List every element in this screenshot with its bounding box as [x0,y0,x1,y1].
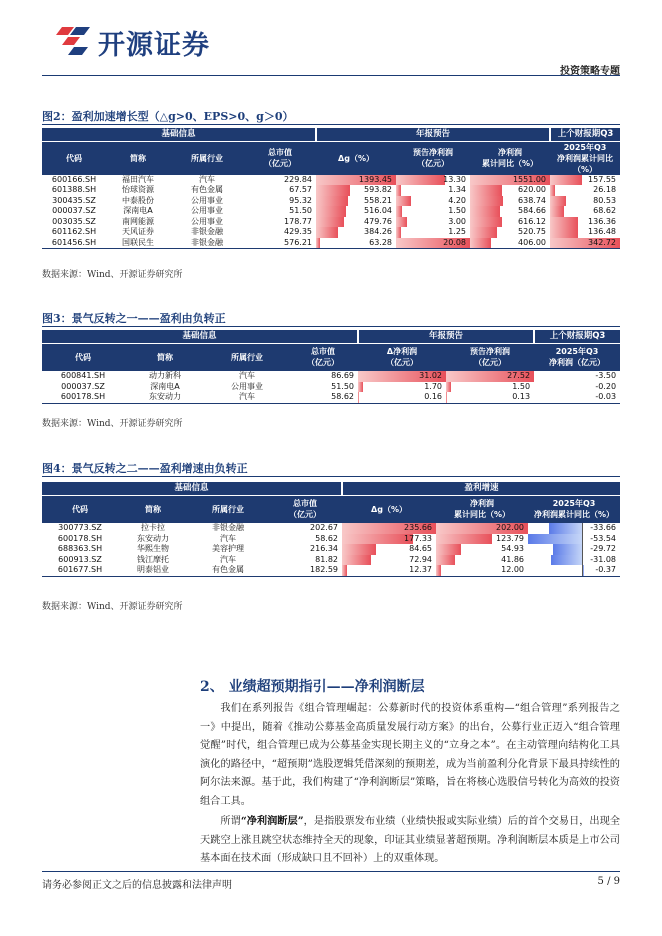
cell-value: 178.77 [284,216,313,226]
cell-value: -3.50 [595,371,617,380]
stock-code: 003035.SZ [52,216,96,226]
bar-cell [470,238,550,249]
cell-value: 58.62 [288,392,358,403]
fig3-group-q3: 上个财报期Q3 [534,330,620,343]
cell-value: -29.72 [590,544,617,553]
stock-name: 怡球资源 [122,185,154,194]
section-paragraph-2 [200,812,620,869]
footer-disclaimer: 请务必参阅正文之后的信息披露和法律声明 [42,880,232,891]
fig3-title: 图3：景气反转之一——盈利由负转正 [42,312,226,325]
cell-value: 616.12 [518,216,547,226]
table-row [42,196,620,207]
fig4-col-header-3: 总市值 （亿元） [268,495,342,523]
fig2-col-header-0: 代码 [42,141,106,175]
fig2-rule [42,124,620,125]
bar-cell [470,206,550,217]
fig2-col-header-4: Δg（%） [316,141,396,175]
cell-value: 72.94 [409,554,433,564]
industry: 有色金属 [191,185,223,194]
cell-value: 12.00 [501,565,525,574]
fig2-source: 数据来源：Wind、开源证券研究所 [42,270,183,280]
cell-value: 520.75 [518,227,547,236]
cell-value: 620.00 [518,185,547,194]
stock-code: 300773.SZ [58,523,102,532]
cell-value: 235.66 [404,523,433,532]
stock-name: 钱江摩托 [137,554,169,564]
bar-cell [396,206,470,217]
cell-value: 576.21 [244,238,316,249]
table-row [42,534,620,545]
industry: 公用事业 [191,206,223,215]
stock-name: 福田汽车 [122,174,154,184]
fig3-rule [42,326,620,327]
cell-value: 136.48 [588,227,617,236]
industry: 公用事业 [191,195,223,205]
page-number: 5 / 9 [597,876,620,887]
bar-cell [342,565,436,576]
cell-value: 1.50 [512,381,531,391]
table-row [42,523,620,534]
cell-value: 136.36 [588,216,617,226]
cell-value: 84.65 [409,544,433,553]
stock-code: 600178.SH [57,533,103,543]
fig2-table [42,128,620,249]
cell-value: -0.20 [595,381,617,391]
cell-value: 3.00 [448,216,467,226]
industry: 汽车 [220,533,236,543]
table-row [42,382,620,393]
bar-cell [550,175,620,186]
fig3-col-header-4: Δ净利润 （亿元） [358,343,446,371]
bar-cell [316,217,396,228]
cell-value: 202.00 [496,523,525,532]
stock-name: 明泰铝业 [118,565,188,576]
bar-cell [316,206,396,217]
fig3-col-header-6: 2025年Q3 净利润（亿元） [534,343,620,371]
logo-mark-icon [56,25,92,59]
fig2-group-forecast: 年报预告 [316,128,550,141]
cell-value: 26.18 [593,185,617,194]
fig2-group-q3: 上个财报期Q3 [550,128,620,141]
stock-name: 动力新科 [149,371,181,380]
bar-cell [550,206,620,217]
table-row [42,185,620,196]
cell-value: -0.37 [595,565,617,574]
bar-cell [528,523,620,534]
cell-value: 0.16 [424,392,443,401]
industry: 非银金融 [170,238,244,249]
stock-code: 600913.SZ [58,554,102,564]
cell-value: 123.79 [496,533,525,543]
stock-code: 600166.SH [51,174,97,184]
fig2-group-basic: 基础信息 [42,128,316,141]
bar-cell [528,555,620,566]
cell-value: 182.59 [268,565,342,576]
bar-cell [436,544,528,555]
bar-cell [550,238,620,249]
fig4-col-header-6: 2025年Q3 净利润累计同比（%） [528,495,620,523]
stock-code: 000037.SZ [52,206,96,215]
bar-cell [342,534,436,545]
cell-value: 80.53 [593,195,617,205]
logo-text: 开源证券 [98,29,210,61]
stock-code: 000037.SZ [61,381,105,391]
bar-cell [446,382,534,393]
cell-value: 216.34 [310,544,339,553]
stock-name: 深南电A [123,206,153,215]
stock-name: 华熙生物 [137,544,169,553]
industry: 汽车 [199,174,215,184]
table-row [42,392,620,403]
stock-name: 国联民生 [106,238,170,249]
cell-value: 558.21 [364,195,393,205]
para2-rest: ，是指股票发布业绩（业绩快报或实际业绩）后的首个交易日，出现全天跳空上涨且跳空状态维持全天的现象，印证其业绩显著超预期。净利润断层本质是上市公司基本面在技术面（形成缺口且不回补）上的双重体现。 [200,816,620,865]
table-row [42,217,620,228]
bar-cell [396,217,470,228]
fig3-source: 数据来源：Wind、开源证券研究所 [42,419,183,429]
cell-value: 584.66 [518,206,547,215]
cell-value: 1393.45 [358,174,393,184]
cell-value: -53.54 [590,533,617,543]
bar-cell [528,534,620,545]
stock-code: 601677.SH [42,565,118,576]
section-title: 2、 业绩超预期指引——净利润断层 [200,679,425,695]
bar-cell [436,555,528,566]
cell-value: 406.00 [518,237,547,247]
industry: 公用事业 [231,381,263,391]
cell-value: 20.08 [443,237,467,247]
stock-name: 东安动力 [137,533,169,543]
table-row [42,175,620,186]
stock-code: 600841.SH [60,371,106,380]
cell-value: 4.20 [448,195,467,205]
cell-value: 229.84 [284,174,313,184]
cell-value: 638.74 [518,195,547,205]
fig3-col-header-2: 所属行业 [206,343,288,371]
bar-cell [342,544,436,555]
cell-value: 86.69 [331,371,355,380]
cell-value: 1.34 [448,185,467,194]
cell-value: 31.02 [419,371,443,380]
cell-value: 51.50 [331,381,355,391]
fig2-col-header-5: 预告净利润 （亿元） [396,141,470,175]
cell-value: 13.30 [443,174,467,184]
bar-cell [342,555,436,566]
cell-value: 384.26 [364,227,393,236]
cell-value: 58.62 [315,533,339,543]
fig4-col-header-0: 代码 [42,495,118,523]
fig4-source: 数据来源：Wind、开源证券研究所 [42,602,183,612]
fig3-col-header-0: 代码 [42,343,124,371]
fig4-col-header-4: Δg（%） [342,495,436,523]
cell-value: 202.67 [310,523,339,532]
cell-value: 516.04 [364,206,393,215]
para2-prefix: 所谓 [220,816,241,827]
bar-cell [470,196,550,207]
bar-cell [470,175,550,186]
bar-cell [436,565,528,576]
fig4-col-header-1: 简称 [118,495,188,523]
bar-cell [396,227,470,238]
table-row [42,565,620,576]
stock-code: 600178.SH [42,392,124,403]
industry: 汽车 [239,371,255,380]
stock-name: 深南电A [150,381,180,391]
bar-cell [316,175,396,186]
bar-cell [358,371,446,382]
bar-cell [528,565,620,576]
cell-value: -31.08 [590,554,617,564]
bar-cell [550,185,620,196]
cell-value: 63.28 [369,237,393,247]
stock-code: 601162.SH [51,227,97,236]
table-row [42,206,620,217]
cell-value: 95.32 [289,195,313,205]
header-divider [42,75,620,76]
fig2-col-header-3: 总市值 （亿元） [244,141,316,175]
fig2-col-header-7: 2025年Q3 净利润累计同比（%） [550,141,620,175]
company-logo [56,24,210,60]
bar-cell [396,196,470,207]
bar-cell [550,227,620,238]
cell-value: 177.33 [404,533,433,543]
fig2-col-header-2: 所属行业 [170,141,244,175]
bar-cell [396,175,470,186]
fig3-group-basic: 基础信息 [42,330,358,343]
bar-cell [316,238,396,249]
cell-value: 81.82 [315,554,339,564]
fig2-col-header-6: 净利润 累计同比（%） [470,141,550,175]
cell-value: 0.13 [512,392,531,401]
fig3-col-header-3: 总市值 （亿元） [288,343,358,371]
fig3-col-header-5: 预告净利润 （亿元） [446,343,534,371]
cell-value: 12.37 [409,565,433,574]
cell-value: 67.57 [289,185,313,194]
stock-name: 东安动力 [124,392,206,403]
stock-code: 688363.SH [57,544,103,553]
industry: 非银金融 [212,523,244,532]
table-row [42,555,620,566]
table-row [42,371,620,382]
bar-cell [470,217,550,228]
stock-name: 拉卡拉 [141,523,165,532]
cell-value: 54.93 [501,544,525,553]
stock-code: 300435.SZ [52,195,96,205]
bar-cell [436,534,528,545]
fig3-group-forecast: 年报预告 [358,330,534,343]
doc-type: 投资策略专题 [560,66,620,77]
bar-cell [316,227,396,238]
fig4-group-basic: 基础信息 [42,482,342,495]
fig4-rule [42,476,620,477]
table-row [42,544,620,555]
fig4-col-header-5: 净利润 累计同比（%） [436,495,528,523]
cell-value: 27.52 [507,371,531,380]
bar-cell [358,392,446,403]
fig4-col-header-2: 所属行业 [188,495,268,523]
bar-cell [316,196,396,207]
footer-divider [42,871,620,872]
industry: 有色金属 [188,565,268,576]
stock-name: 天风证券 [122,227,154,236]
fig4-table [42,482,620,577]
fig3-table [42,330,620,404]
industry: 汽车 [220,554,236,564]
cell-value: 68.62 [593,206,617,215]
industry: 美容护理 [212,544,244,553]
stock-name: 中泰股份 [122,195,154,205]
fig4-group-growth: 盈利增速 [342,482,620,495]
cell-value: 342.72 [588,237,617,247]
cell-value: 51.50 [289,206,313,215]
bar-cell [550,196,620,207]
cell-value: 593.82 [364,185,393,194]
cell-value: 1.70 [424,381,443,391]
industry: 公用事业 [191,216,223,226]
fig2-col-header-1: 简称 [106,141,170,175]
bar-cell [396,185,470,196]
cell-value: 479.76 [364,216,393,226]
cell-value: 157.55 [588,174,617,184]
bar-cell [358,382,446,393]
fig2-title: 图2：盈利加速增长型（△g>0、EPS>0、g＞0） [42,110,294,123]
fig4-title: 图4：景气反转之二——盈利增速由负转正 [42,462,248,475]
cell-value: 1.25 [448,227,467,236]
bar-cell [446,392,534,403]
stock-code: 601456.SH [42,238,106,249]
bar-cell [342,523,436,534]
stock-name: 南网能源 [122,216,154,226]
section-paragraph-1: 我们在系列报告《组合管理崛起：公募新时代的投资体系重构—“组合管理”系列报告之一》中提出，随着《推动公募基金高质量发展行动方案》的出台，公募行业正迈入“组合管理觉醒”时代，组合管理已成为公募基金实现长期主义的“立身之本”。在主动管理向结构化工具演化的路径中，“超预期”选股逻辑凭借深刻的预期差，成为当前盈利分化背景下最具持续性的阿尔法来源。基于此，我们构建了“净利润断层”策略，旨在将核心选股信号转化为高效的投资组合工具。 [200,703,620,807]
cell-value: 1.50 [448,206,467,215]
table-row [42,238,620,249]
bar-cell [436,523,528,534]
cell-value: -33.66 [590,523,617,532]
cell-value: 429.35 [284,227,313,236]
stock-code: 601388.SH [51,185,97,194]
bar-cell [316,185,396,196]
cell-value: 41.86 [501,554,525,564]
para2-term: “净利润断层” [240,815,304,827]
bar-cell [396,238,470,249]
cell-value: -0.03 [534,392,620,403]
bar-cell [470,227,550,238]
industry: 汽车 [206,392,288,403]
cell-value: 1551.00 [512,174,547,184]
table-row [42,227,620,238]
bar-cell [446,371,534,382]
bar-cell [550,217,620,228]
industry: 非银金融 [191,227,223,236]
bar-cell [528,544,620,555]
bar-cell [470,185,550,196]
fig3-col-header-1: 简称 [124,343,206,371]
